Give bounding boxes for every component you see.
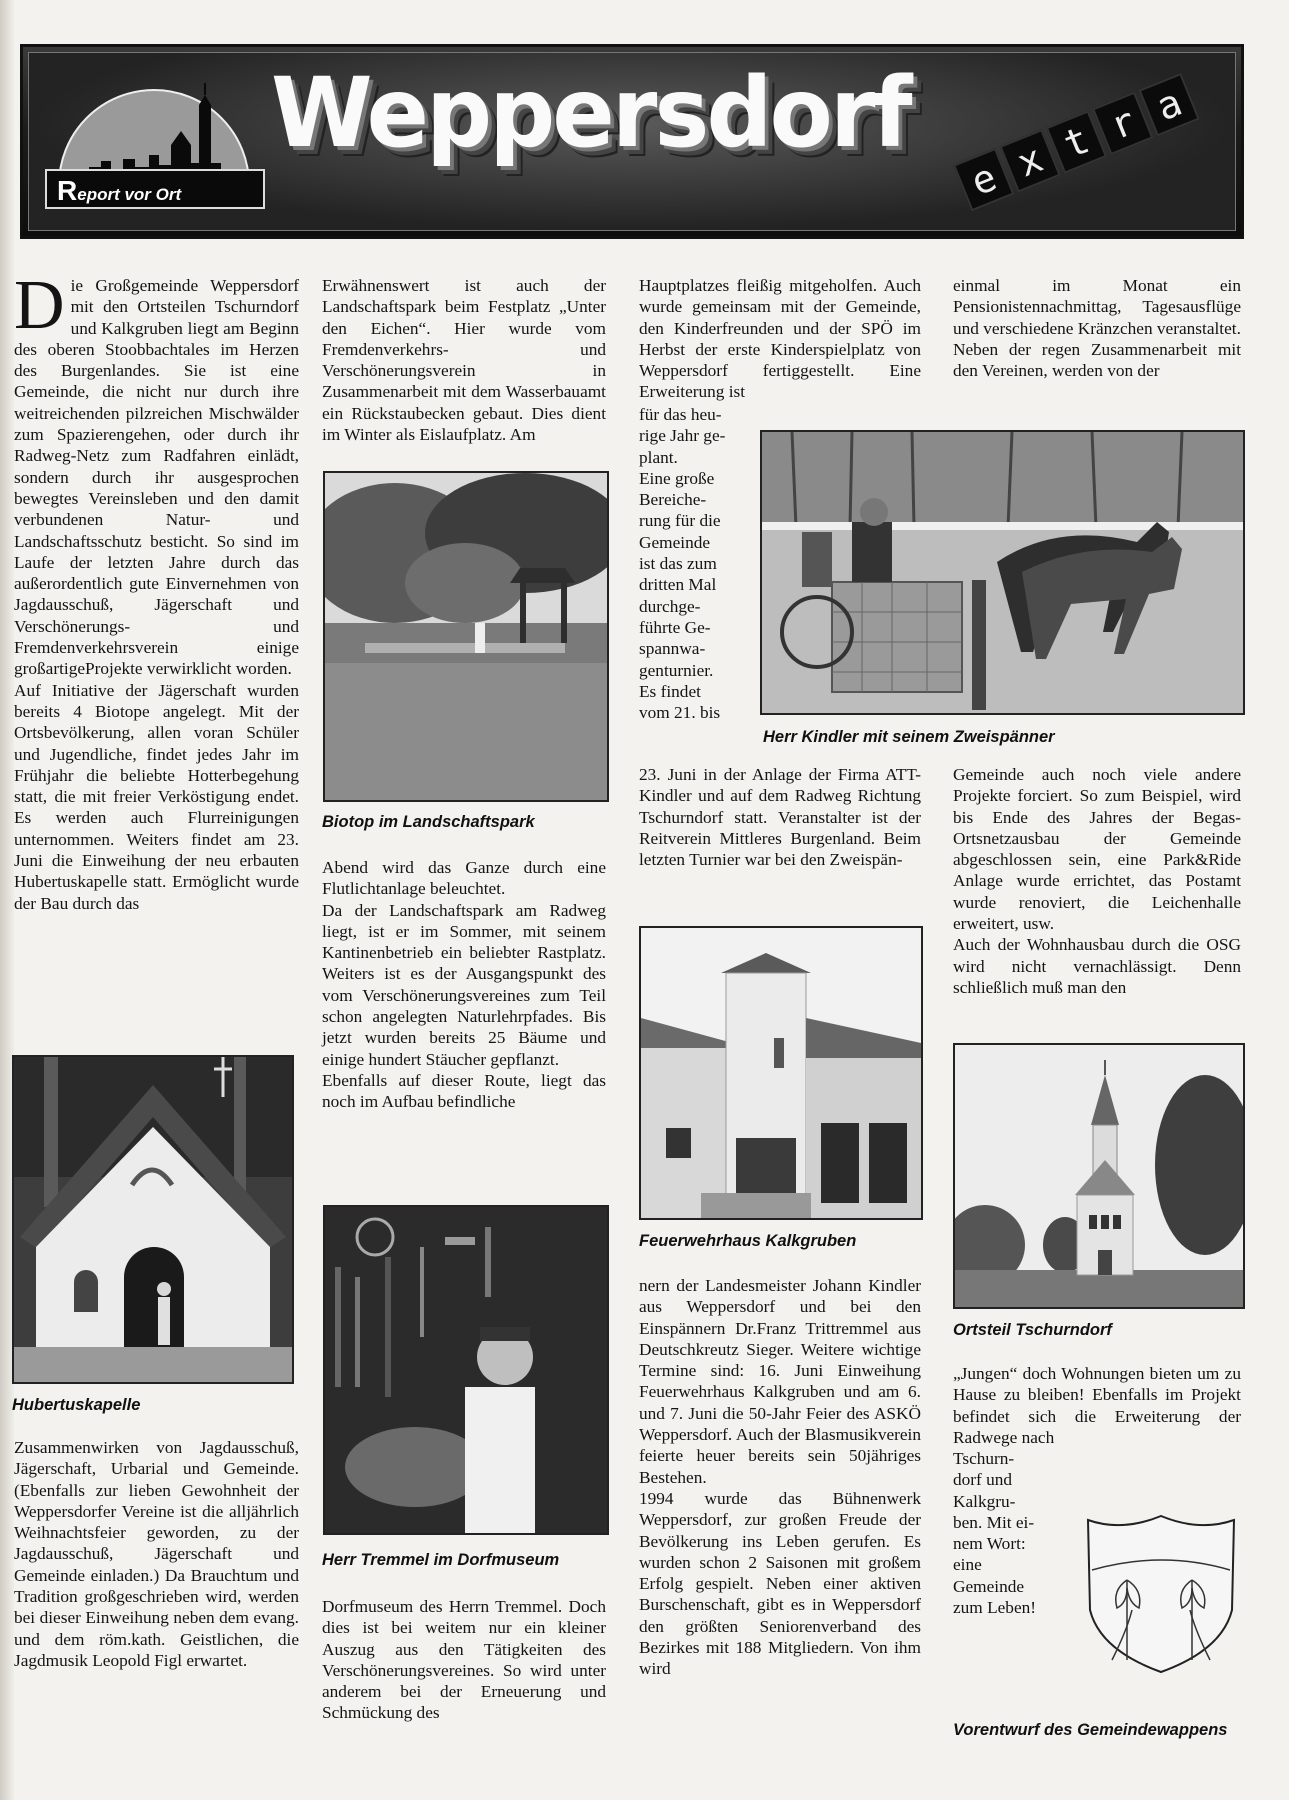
- col3-narrow-line: Eine große: [639, 468, 715, 488]
- col3-para-3: nern der Landesmeister Johann Kindler aus Weppersdorf und bei den Einspännern Dr.Franz Trittremmel aus Deutschkreutz Sieger. Weitere wichtige Termine sind: 16. Juni Einweihung Feuerwehrhaus Kalkgruben und am 6. und 7. Juni die 50-Jahr Feier des ASKÖ Weppersdorf. Auch der Blasmusikverein feierte heuer bereits sein 50jähriges Bestehen.: [639, 1276, 921, 1487]
- col4-para-1: einmal im Monat ein Pensionistennachmittag, Tagesausflüge und verschiedene Kränzchen veranstaltet.: [953, 276, 1241, 338]
- museum-image-icon: [325, 1207, 607, 1533]
- col4-narrow-line: nem Wort:: [953, 1534, 1026, 1554]
- caption-tschurndorf: Ortsteil Tschurndorf: [953, 1321, 1112, 1339]
- col3-text-middle: [639, 764, 921, 870]
- col2-para-5: Dorfmuseum des Herrn Tremmel. Doch dies ist bei weitem nur ein kleiner Auszug aus den Tätigkeiten des Verschönerungsvereines. So wird unter anderem bei der Erneuerung und Schmückung des: [322, 1597, 606, 1723]
- col4-para-3: Gemeinde auch noch viele andere Projekte forciert. So zum Beispiel, wird bis Ende des Jahres der Begas-Ortsnetzausbau der Gemeinde abgeschlossen sein, eine Park&Ride Anlage wurde errichtet, das Postamt wurde renoviert, die Leichenhalle erweitert, usw.: [953, 765, 1241, 934]
- park-image-icon: [325, 473, 607, 800]
- extra-letter: a: [1138, 73, 1199, 137]
- photo-zweispaenner: [760, 430, 1245, 715]
- col3-narrow-line: rige Jahr ge-: [639, 426, 726, 446]
- col3-narrow-line: genturnier.: [639, 660, 714, 680]
- col4-narrow-line: Gemeinde: [953, 1576, 1025, 1596]
- col2-para-2: Abend wird das Ganze durch eine Flutlichtanlage beleuchtet.: [322, 858, 606, 899]
- col3-narrow-line: für das heu-: [639, 405, 722, 424]
- col3-narrow-line: Bereiche-: [639, 490, 707, 510]
- col3-para-2: 23. Juni in der Anlage der Firma ATT-Kindler und auf dem Radweg Richtung Tschurndorf statt. Veranstalter ist der Reitverein Mittleres Burgenland. Beim letzten Turnier war bei den Zweispän-: [639, 765, 921, 870]
- caption-zweispaenner: Herr Kindler mit seinem Zweispänner: [763, 728, 1055, 746]
- col1-para-3: Zusammenwirken von Jagdausschuß, Jägerschaft, Urbarial und Gemeinde. (Ebenfalls zur lieben Gewohnheit der Weppersdorfer Vereine ist die alljährlich Weihnachtsfeier geworden, zu der Jagdausschuß, Jägerschaft und Gemeinde einladen.) Da Brauchtum und Tradition großgeschrieben wird, werden bei dieser Einweihung neben dem evang. und dem röm.kath. Geistlichen, die Jagdmusik Leopold Figl erwartet.: [14, 1438, 299, 1670]
- extra-letter: e: [953, 148, 1014, 212]
- col4-narrow-text: [953, 1448, 1063, 1618]
- col3-narrow-line: durchge-: [639, 596, 701, 616]
- col2-text-bottom: [322, 1596, 606, 1724]
- photo-dorfmuseum: [323, 1205, 609, 1535]
- caption-hubertuskapelle: Hubertuskapelle: [12, 1396, 141, 1414]
- col3-narrow-line: dritten Mal: [639, 575, 717, 595]
- col3-para-4: 1994 wurde das Bühnenwerk Weppersdorf, zur großen Freude der Bevölkerung ins Leben gerufen. Es wurden schon 2 Saisonen mit großem Erfolg gespielt. Neben einer aktiven Burschenschaft, gibt es in Weppersdorf den größten Seniorenverband des Bezirkes mit 188 Mitgliedern. Von ihm wird: [639, 1488, 921, 1679]
- caption-feuerwehrhaus: Feuerwehrhaus Kalkgruben: [639, 1232, 857, 1250]
- col4-text-top: [953, 275, 1241, 381]
- extra-letter: t: [1046, 110, 1107, 174]
- col3-text-bottom: [639, 1275, 921, 1680]
- report-vor-ort-logo: [45, 169, 265, 209]
- caption-biotop: Biotop im Landschaftspark: [322, 813, 535, 831]
- drop-cap: D: [14, 267, 65, 344]
- col2-para-4: Ebenfalls auf dieser Route, liegt das noch im Aufbau befindliche: [322, 1070, 606, 1112]
- col4-text-bottom: [953, 1363, 1241, 1448]
- col4-narrow-line: Tschurn-: [953, 1449, 1015, 1468]
- col2-text-middle: [322, 857, 606, 1113]
- col3-narrow-line: vom 21. bis: [639, 703, 721, 723]
- page-edge: [0, 0, 14, 1800]
- fire-station-image-icon: [641, 928, 921, 1218]
- col1-para-2: Auf Initiative der Jägerschaft wurden bereits 4 Biotope angelegt. Mit der Ortsbevölkerung, allen voran Schüler und Jugendliche, findet jedes Jahr im Frühjahr die beliebte Hotterbegehung statt, die mit freier Verköstigung endet. Es werden auch Flurreinigungen unternommen. Weiters findet am 23. Juni die Einweihung der neu erbauten Hubertuskapelle statt. Ermöglicht wurde der Bau durch das: [14, 680, 299, 913]
- col1-text-top: [14, 267, 299, 914]
- photo-feuerwehrhaus: [639, 926, 923, 1220]
- col3-text-top: [639, 275, 921, 403]
- col4-para-5: „Jungen“ doch Wohnungen bieten um zu Hause zu bleiben! Ebenfalls im Projekt befindet sich die Erweiterung der Radwege nach: [953, 1364, 1241, 1447]
- masthead-title: Weppersdorf: [271, 57, 910, 169]
- col4-narrow-line: dorf und: [953, 1470, 1013, 1490]
- col3-narrow-line: spannwa-: [639, 639, 706, 659]
- col4-narrow-line: eine: [953, 1555, 982, 1575]
- crest-icon: [1082, 1510, 1240, 1676]
- extra-letter: x: [999, 129, 1060, 193]
- col4-narrow-line: ben. Mit ei-: [953, 1512, 1035, 1532]
- chapel-image-icon: [14, 1057, 292, 1382]
- col2-para-1: Erwähnenswert ist auch der Landschaftspark beim Festplatz „Unter den Eichen“. Hier wurde vom Fremdenverkehrs- und Verschönerungsverein in Zusammenarbeit mit dem Wasserbauamt ein Rückstaubecken gebaut. Dies dient im Winter als Eislaufplatz. Am: [322, 276, 606, 445]
- masthead: [20, 44, 1244, 239]
- logo-initial: R: [57, 175, 78, 206]
- col3-narrow-line: rung für die: [639, 511, 721, 531]
- col3-para-1-start: Hauptplatzes fleißig mitgeholfen. Auch wurde gemeinsam mit der Gemeinde, den Kinderfreunden und der SPÖ im Herbst der erste Kinderspielplatz von Weppersdorf fertiggestellt. Eine Erweiterung ist: [639, 276, 921, 402]
- photo-hubertuskapelle: [12, 1055, 294, 1384]
- col1-para-1: ie Großgemeinde Weppersdorf mit den Ortsteilen Tschurndorf und Kalkgruben liegt am Beginn des oberen Stoobbachtales im Herzen des Burgenlandes. Sie ist eine Gemeinde, die nicht nur durch ihre weitreichenden pilzreichen Mischwälder zum Spazierengehen, oder durch ihr Radweg-Netz zum Radfahren einlädt, sondern durch ihr ausgesprochen bewegtes Vereinsleben und den damit verbundenen Natur- und Landschaftsschutz besticht. So sind im Laufe der letzten Jahre durch das außerordentlich gute Einvernehmen von Jagdausschuß, Jägerschaft und Verschönerungs- und Fremdenverkehrsverein einige großartigeProjekte verwirklicht worden.: [14, 276, 299, 679]
- church-image-icon: [955, 1045, 1243, 1307]
- col4-narrow-line: Kalkgru-: [953, 1491, 1016, 1511]
- photo-biotop: [323, 471, 609, 802]
- col4-text-middle: [953, 764, 1241, 998]
- photo-tschurndorf: [953, 1043, 1245, 1309]
- col1-text-bottom: [14, 1437, 299, 1671]
- horse-carriage-image-icon: [762, 432, 1243, 713]
- extra-letter: r: [1092, 92, 1153, 156]
- col3-narrow-text: [639, 404, 747, 723]
- col4-para-2: Neben der regen Zusammenarbeit mit den Vereinen, werden von der: [953, 339, 1241, 381]
- col3-narrow-line: führte Ge-: [639, 617, 711, 637]
- col4-narrow-line: zum Leben!: [953, 1598, 1037, 1618]
- col3-narrow-line: Gemeinde: [639, 532, 711, 552]
- col2-para-3: Da der Landschaftspark am Radweg liegt, ist er im Sommer, mit seinem Kantinenbetrieb ein beliebter Rastplatz. Weiters ist es der Ausgangspunkt des vom Verschönerungsvereines zum Teil schon angelegten Naturlehrpfades. Bis jetzt wurden bereits 25 Bäume und einige hundert Stäucher gepflanzt.: [322, 900, 606, 1069]
- caption-gemeindewappen: Vorentwurf des Gemeindewappens: [953, 1721, 1228, 1739]
- col2-text-top: [322, 275, 606, 445]
- logo-text: eport vor Ort: [77, 185, 182, 204]
- col3-narrow-line: plant.: [639, 447, 678, 467]
- col4-para-4: Auch der Wohnhausbau durch die OSG wird nicht vernachlässigt. Denn schließlich muß man den: [953, 935, 1241, 997]
- caption-dorfmuseum: Herr Tremmel im Dorfmuseum: [322, 1551, 560, 1569]
- col3-narrow-line: ist das zum: [639, 554, 717, 574]
- col3-narrow-line: Es findet: [639, 681, 701, 701]
